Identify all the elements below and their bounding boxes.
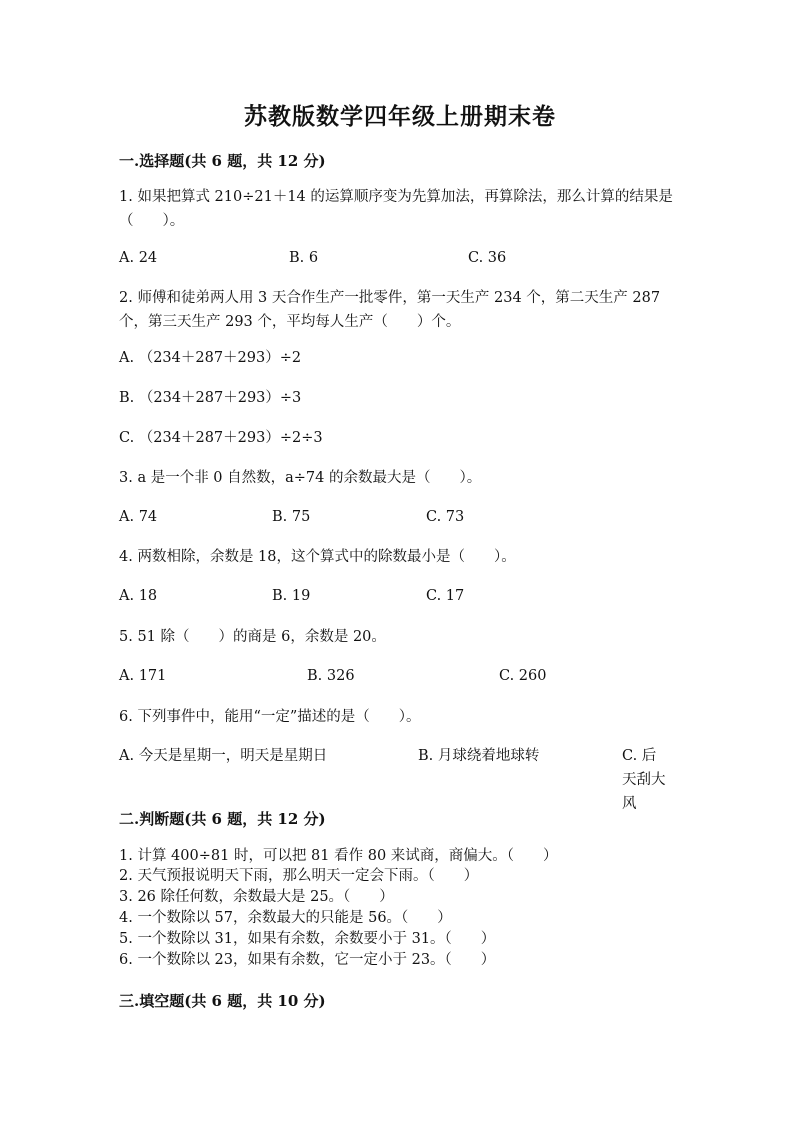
question-3: 3. a 是一个非 0 自然数，a÷74 的余数最大是（ ）。 [119,470,482,486]
judgment-item: 2. 天气预报说明天下雨，那么明天一定会下雨。（ ） [119,868,479,884]
option-a: A. 今天是星期一，明天是星期日 [119,748,328,764]
judgment-item: 3. 26 除任何数，余数最大是 25。（ ） [119,889,394,905]
option-b: B. 6 [289,250,319,266]
option-b: B. 19 [272,588,311,604]
option-b: B. 75 [272,509,311,525]
option-c: C. 260 [499,668,547,684]
question-4: 4. 两数相除，余数是 18，这个算式中的除数最小是（ ）。 [119,549,516,565]
option-a: A. 24 [119,250,158,266]
judgment-item: 5. 一个数除以 31，如果有余数，余数要小于 31。（ ） [119,931,496,947]
option-c: C. 36 [468,250,507,266]
question-6-options [119,744,679,812]
option-c: C. 17 [426,588,465,604]
page-title: 苏教版数学四年级上册期末卷 [244,103,556,130]
judgment-item: 4. 一个数除以 57，余数最大的只能是 56。（ ） [119,910,452,926]
option-a: A. 18 [119,588,158,604]
question-6: 6. 下列事件中，能用“一定”描述的是（ ）。 [119,709,421,725]
question-5: 5. 51 除（ ）的商是 6，余数是 20。 [119,629,386,645]
option-b: B. （234＋287＋293）÷3 [119,390,302,406]
option-c: C. 73 [426,509,465,525]
option-b: B. 326 [307,668,355,684]
option-a: A. 171 [119,668,167,684]
question-3-options [119,509,679,531]
question-5-options [119,668,679,690]
question-2: 2. 师傅和徒弟两人用 3 天合作生产一批零件，第一天生产 234 个，第二天生产 287 个，第三天生产 293 个，平均每人生产（ ）个。 [119,290,661,330]
option-a: A. 74 [119,509,158,525]
question-1-options [119,250,679,272]
option-a: A. （234＋287＋293）÷2 [119,350,302,366]
question-4-options [119,588,679,610]
section-heading-choice: 一.选择题(共 6 题，共 12 分) [119,152,326,170]
question-1: 1. 如果把算式 210÷21＋14 的运算顺序变为先算加法，再算除法，那么计算的结果是（ ）。 [119,189,673,229]
section-heading-true-false: 二.判断题(共 6 题，共 12 分) [119,810,326,828]
judgment-item: 6. 一个数除以 23，如果有余数，它一定小于 23。（ ） [119,952,496,968]
option-c: C. 后天刮大风 [622,748,666,812]
section-heading-fill-in: 三.填空题(共 6 题，共 10 分) [119,992,326,1010]
option-b: B. 月球绕着地球转 [418,748,540,764]
judgment-item: 1. 计算 400÷81 时，可以把 81 看作 80 来试商，商偏大。（ ） [119,848,558,864]
option-c: C. （234＋287＋293）÷2÷3 [119,430,323,446]
